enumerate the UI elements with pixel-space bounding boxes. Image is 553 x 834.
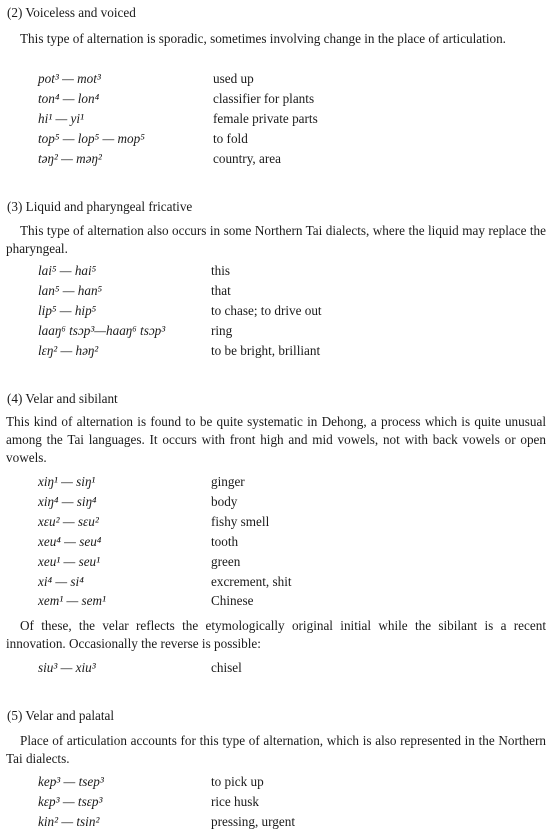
example-form: xɛu² — sɛu² [38, 514, 99, 529]
section-intro-2-text: This type of alternation is sporadic, sometimes involving change in the place of articulation. [20, 31, 506, 46]
example-form: hi¹ — yi¹ [38, 111, 85, 126]
example-form: təŋ² — məŋ² [38, 151, 102, 166]
example-form: xeu⁴ — seu⁴ [38, 534, 102, 549]
example-gloss: country, area [213, 151, 281, 166]
example-gloss: female private parts [213, 111, 318, 126]
example-form: kɛp³ — tsɛp³ [38, 794, 103, 809]
section-intro-4-text: This kind of alternation is found to be quite systematic in Dehong, a process which is quite unusual among the Tai languages. It occurs with front high and mid vowels, not with back vowels or open vowels. [6, 414, 546, 465]
example-gloss: used up [213, 71, 254, 86]
section-intro-2 [6, 30, 546, 48]
example-gloss: tooth [211, 534, 239, 549]
example-form: xi⁴ — si⁴ [38, 574, 84, 589]
example-form: xeu¹ — seu¹ [38, 554, 101, 569]
example-gloss: body [211, 494, 238, 509]
example-gloss: chisel [211, 660, 242, 675]
example-gloss: green [211, 554, 241, 569]
example-gloss: Chinese [211, 593, 254, 608]
example-gloss: to be bright, brilliant [211, 343, 321, 358]
example-gloss: classifier for plants [213, 91, 315, 106]
example-gloss: that [211, 283, 231, 298]
example-form: pot³ — mot³ [38, 71, 101, 86]
example-form: top⁵ — lop⁵ — mop⁵ [38, 131, 145, 146]
section-intro-5 [6, 732, 546, 768]
section-intro-4 [6, 413, 546, 467]
example-gloss: ring [211, 323, 233, 338]
example-gloss: fishy smell [211, 514, 270, 529]
example-gloss: excrement, shit [211, 574, 292, 589]
example-form: lɛŋ² — həŋ² [38, 343, 99, 358]
example-gloss: to fold [213, 131, 248, 146]
example-form: siu³ — xiu³ [38, 660, 96, 675]
example-form: xiŋ¹ — siŋ¹ [38, 474, 96, 489]
section-note-4 [6, 617, 546, 653]
section-heading-5: (5) Velar and palatal [7, 708, 115, 723]
section-intro-3-text: This type of alternation also occurs in some Northern Tai dialects, where the liquid may replace the pharyngeal. [6, 223, 546, 256]
example-form: xiŋ⁴ — siŋ⁴ [38, 494, 97, 509]
example-form: kep³ — tsep³ [38, 774, 104, 789]
section-heading-3: (3) Liquid and pharyngeal fricative [7, 199, 193, 214]
example-gloss: ginger [211, 474, 245, 489]
example-gloss: this [211, 263, 231, 278]
example-form: kin² — tsin² [38, 814, 100, 829]
example-form: laaŋ⁶ tsɔp³—haaŋ⁶ tsɔp³ [38, 323, 166, 338]
example-form: xem¹ — sem¹ [38, 593, 106, 608]
example-gloss: rice husk [211, 794, 259, 809]
example-gloss: pressing, urgent [211, 814, 295, 829]
example-form: lai⁵ — hai⁵ [38, 263, 97, 278]
section-intro-5-text: Place of articulation accounts for this type of alternation, which is also represented in the Northern Tai dialects. [6, 733, 546, 766]
example-gloss: to chase; to drive out [211, 303, 322, 318]
section-heading-4: (4) Velar and sibilant [7, 391, 118, 406]
example-form: ton⁴ — lon⁴ [38, 91, 100, 106]
section-intro-3 [6, 222, 546, 258]
example-gloss: to pick up [211, 774, 264, 789]
section-heading-2: (2) Voiceless and voiced [7, 5, 136, 20]
example-form: lan⁵ — han⁵ [38, 283, 103, 298]
example-form: lip⁵ — hip⁵ [38, 303, 97, 318]
section-note-4-text: Of these, the velar reflects the etymologically original initial while the sibilant is a recent innovation. Occasionally the reverse is possible: [6, 618, 546, 651]
